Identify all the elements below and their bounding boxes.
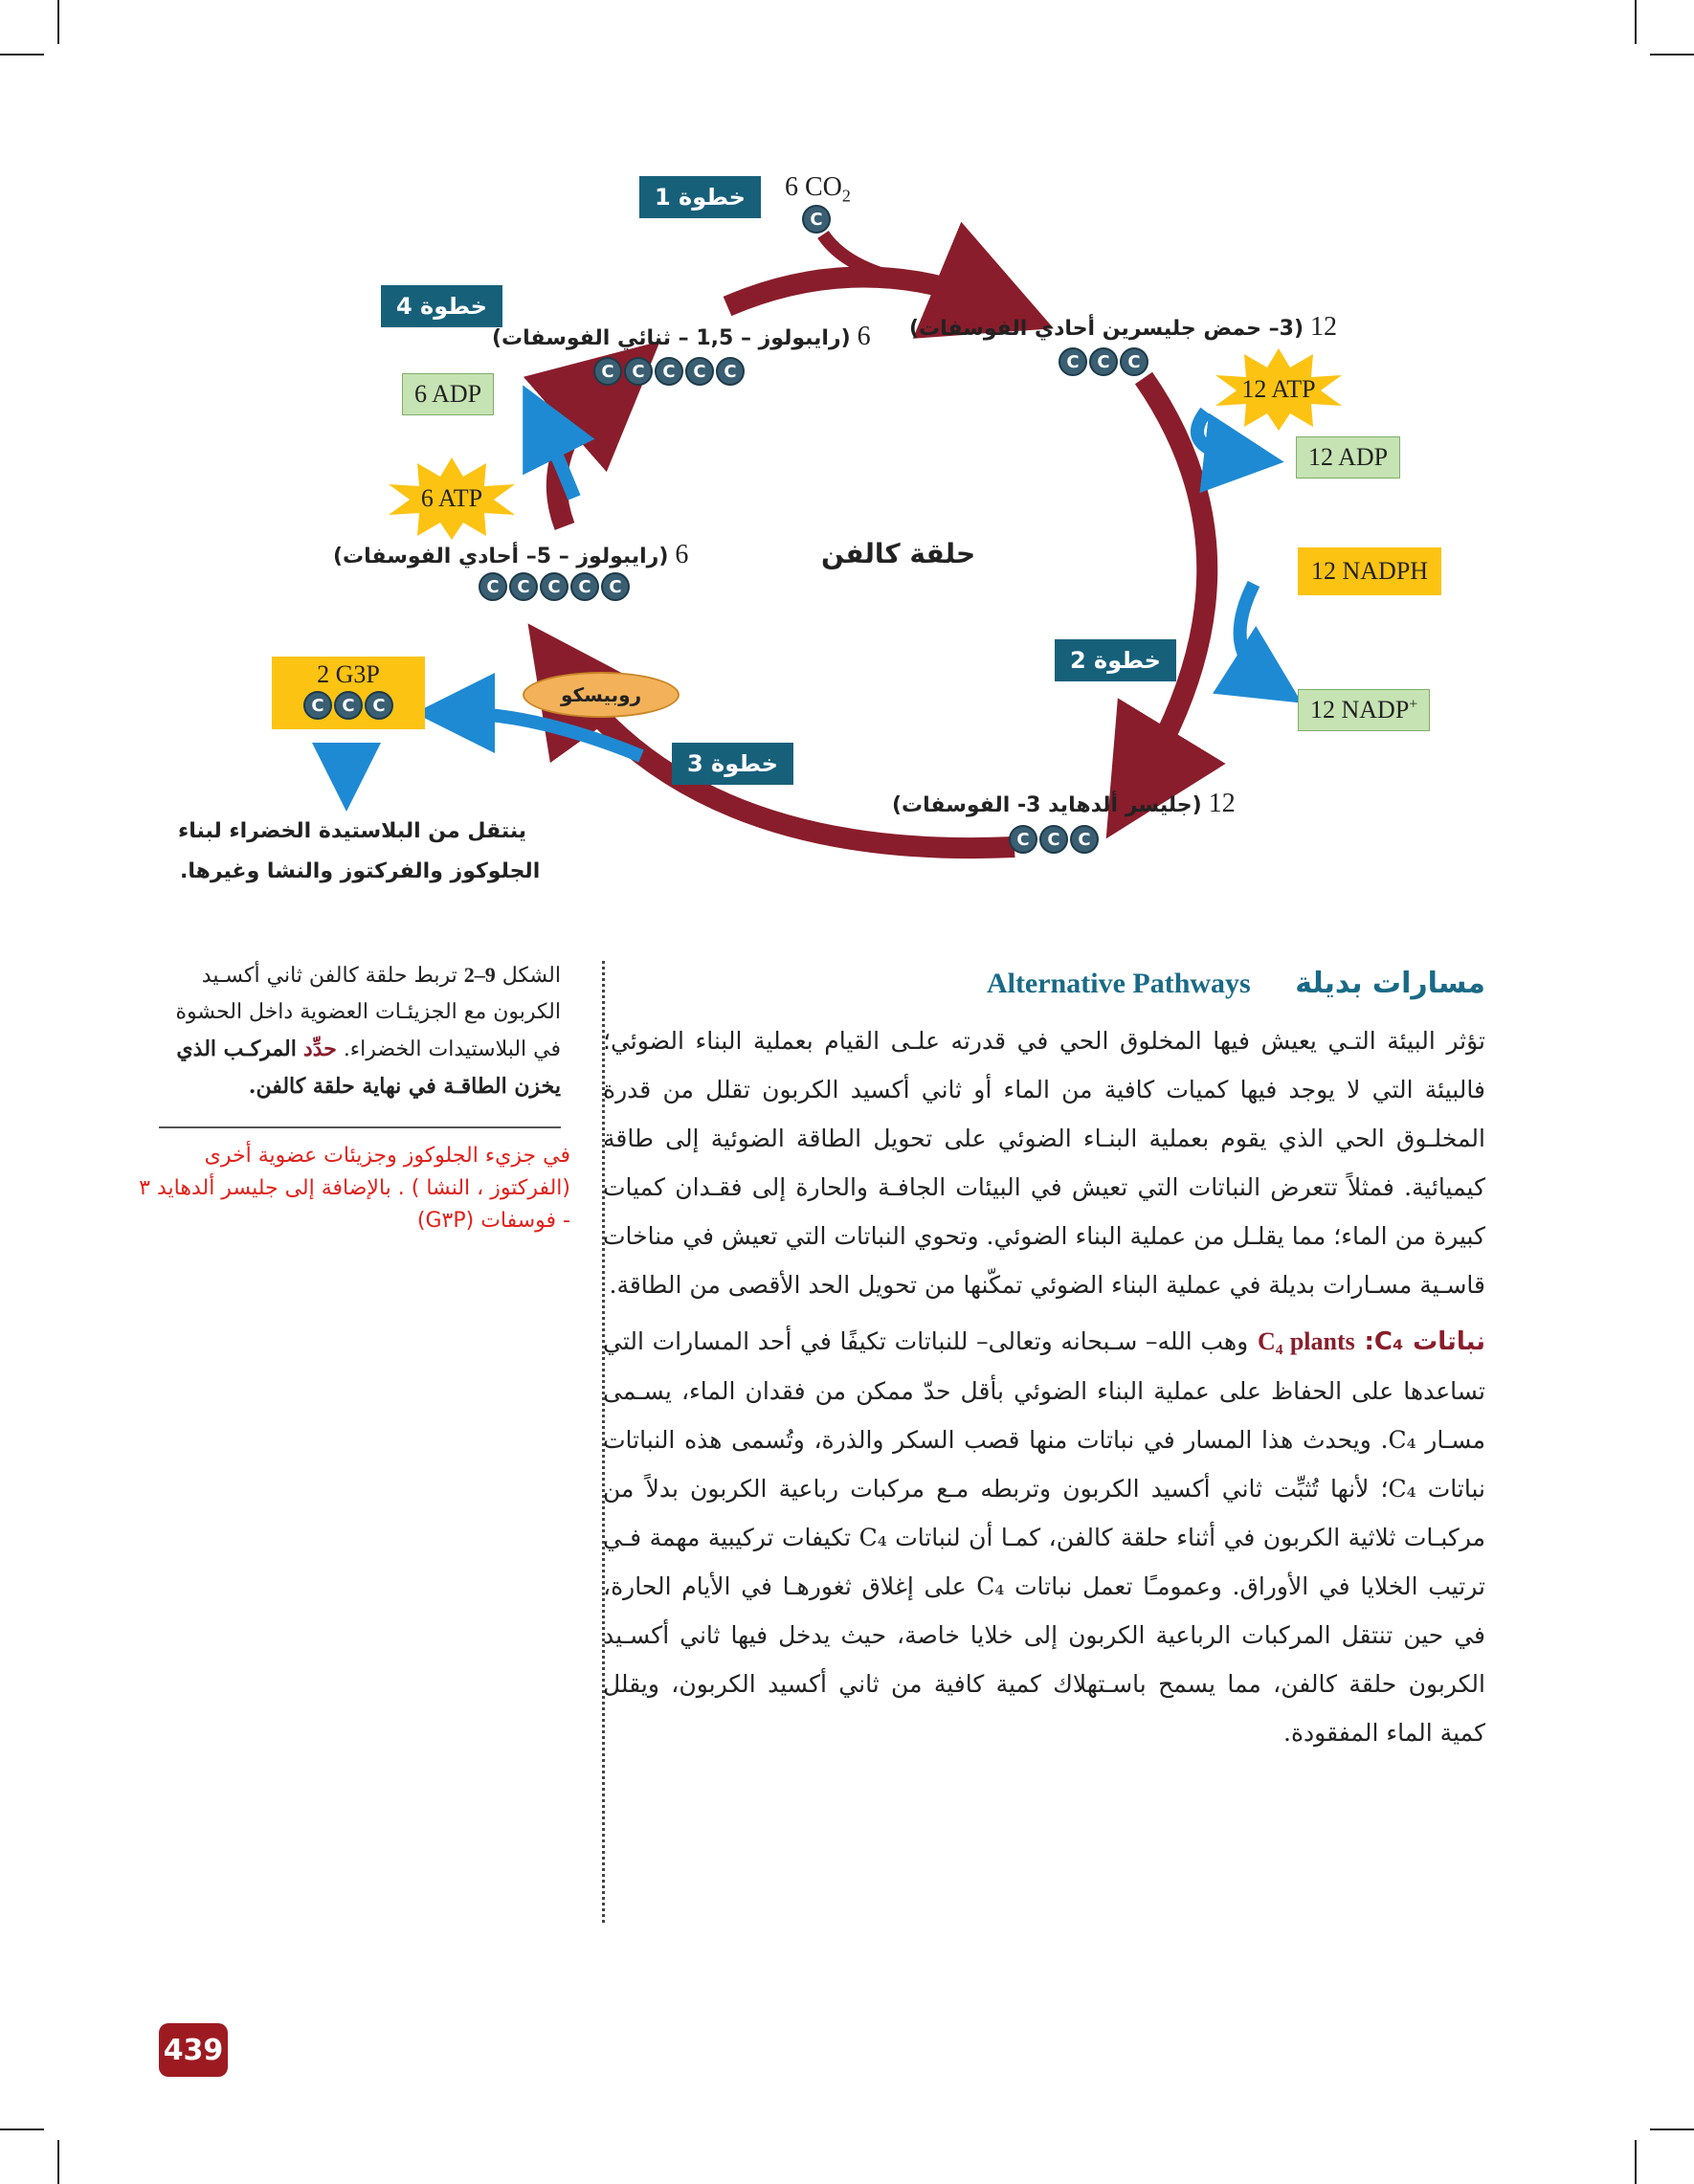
carbon-atom: C	[1089, 347, 1118, 376]
rubp-label: 6 (رايبولوز – 1,5 – ثنائي الفوسفات)	[492, 322, 871, 351]
caption-divider	[159, 1126, 561, 1128]
answer-line-2: (الفركتوز ، النشا ) . بالإضافة إلى جليسر ألدهايد ٣	[139, 1176, 570, 1200]
g3p-output-label: 2 G3P	[317, 660, 380, 688]
carbon-atom: C	[303, 691, 332, 720]
adp-6-box: 6 ADP	[402, 373, 494, 415]
carbon-atom: C	[1120, 347, 1148, 376]
carbon-atom: C	[334, 691, 363, 720]
carbon-atom: C	[1039, 825, 1068, 854]
student-answer	[121, 1140, 570, 1237]
co2-label: 6 $CO_2$	[785, 172, 851, 206]
page-number: 439	[159, 2023, 228, 2077]
carbon-atom: C	[479, 572, 507, 601]
step-3-label: خطوة 3	[672, 743, 793, 785]
atp-12-burst: 12 ATP	[1212, 348, 1346, 431]
carbon-atom: C	[540, 572, 568, 601]
crop-mark	[1650, 2128, 1694, 2130]
pga-label: 12 (3– حمض جليسرين أحادي الفوسفات)	[909, 312, 1338, 342]
crop-mark	[1635, 2140, 1637, 2184]
co2-carbon	[802, 205, 831, 234]
adp-12-box: 12 ADP	[1296, 436, 1400, 479]
g3p-output-chain	[279, 691, 417, 720]
export-note-line1: ينتقل من البلاستيدة الخضراء لبناء	[178, 819, 527, 843]
paragraph-alternative-pathways: تؤثر البيئة التـي يعيش فيها المخلوق الحي في قدرته علـى القيام بعملية البناء الضوئي؛ فالبيئة التي لا يوجد فيها كميات كافية من الماء أو ثاني أكسيد الكربون تقلل من قدرة المخلـوق الحي الذي يقوم بعملية البنـاء الضوئي على تحويل الطاقة الضوئية إلى طاقة كيميائية. فمثلاً تتعرض النباتات التي تعيش في البيئات الجافـة والحارة إلى فقـدان كميات كبيرة من الماء؛ مما يقلـل من عملية البناء الضوئي. وتحوي النباتات التي تعيش في مناخات قاسـية مسـارات بديلة في عملية البناء الضوئي تمكّنها من تحويل الحد الأقصى من الطاقة.	[603, 1027, 1485, 1299]
carbon-atom: C	[685, 357, 714, 386]
calvin-cycle-diagram	[0, 0, 1694, 919]
atp-6-burst: 6 ATP	[385, 457, 519, 540]
carbon-atom: C	[365, 691, 393, 720]
step-2-label: خطوة 2	[1055, 639, 1176, 681]
answer-line-3: - فوسفات (G٣P)	[416, 1209, 570, 1233]
export-note-line2: الجلوكوز والفركتوز والنشا وغيرها.	[180, 859, 541, 883]
carbon-atom: C	[509, 572, 538, 601]
section-heading: مسارات بديلة Alternative Pathways	[986, 967, 1485, 1000]
nadph-arrow	[1240, 584, 1268, 681]
crop-mark	[57, 2140, 59, 2184]
crop-mark	[0, 2128, 44, 2130]
carbon-atom: C	[655, 357, 683, 386]
main-text	[603, 957, 1485, 1757]
carbon-atom: C	[716, 357, 745, 386]
figure-caption-column	[139, 957, 570, 1237]
carbon-atom: C	[601, 572, 630, 601]
cycle-arrows	[0, 0, 1694, 919]
rubisco-enzyme: روبيسكو	[523, 672, 680, 718]
g3p-label: 12 (جليسر ألدهايد 3- الفوسفات)	[892, 789, 1236, 818]
carbon-atom: C	[624, 357, 653, 386]
carbon-atom: C	[1059, 347, 1087, 376]
pga-carbon-chain	[1059, 347, 1148, 376]
carbon-atom: C	[1009, 825, 1037, 854]
g3p-carbon-chain	[1009, 825, 1099, 854]
figure-caption: الشكل 9–2 تربط حلقة كالفن ثاني أكسـيد الكربون مع الجزيئـات العضوية داخل الحشوة في البلاستيدات الخضراء. حدِّد المركـب الذي يخزن الطاقـة في نهاية حلقة كالفن.	[175, 963, 561, 1099]
c4-subheading: نباتات C₄: C₄ plants	[1258, 1327, 1485, 1356]
g3p-output-box	[272, 657, 425, 729]
carbon-atom: C	[802, 205, 831, 234]
cycle-arrow-left	[557, 383, 613, 526]
cycle-arrow-top	[727, 277, 995, 306]
ru5p-carbon-chain	[479, 572, 630, 601]
nadph-box: 12 NADPH	[1298, 547, 1441, 595]
nadp-box: 12 NADP+	[1298, 689, 1430, 731]
carbon-atom: C	[570, 572, 599, 601]
step-1-label: خطوة 1	[639, 176, 761, 218]
paragraph-c4-plants: نباتات C₄: C₄ plants وهب الله– سـبحانه وتعالى– للنباتات تكيفًا في أحد المسارات التي تساعدها على الحفاظ على عملية البناء الضوئي بأقل حدّ ممكن من فقدان الماء، يسـمى مسـار C₄. ويحدث هذا المسار في نباتات منها قصب السكر والذرة، وتُسمى هذه النباتات نباتات C₄؛ لأنها تُثبِّت ثاني أكسيد الكربون وتربطه مـع مركبات رباعية الكربون بدلاً من مركبـات ثلاثية الكربون في أثناء حلقة كالفن، كمـا أن لنباتات C₄ تكيفات تركيبية مهمة فـي ترتيب الخلايا في الأوراق. وعمومـًا تعمل نباتات C₄ على إغلاق ثغورهـا في الأيام الحارة، في حين تنتقل المركبات الرباعية الكربون إلى خلايا خاصة، حيث يدخل فيها ثاني أكسـيد الكربون حلقة كالفن، مما يسمح باسـتهلاك كمية كافية من ثاني أكسيد الكربون، ويقلل كمية الماء المفقودة.	[603, 1327, 1486, 1747]
answer-line-1: في جزيء الجلوكوز وجزيئات عضوية أخرى	[204, 1144, 570, 1168]
step-4-label: خطوة 4	[381, 285, 502, 327]
rubp-carbon-chain	[593, 357, 745, 386]
ru5p-label: 6 (رايبولوز – 5– أحادي الفوسفات)	[333, 540, 689, 569]
carbon-atom: C	[593, 357, 622, 386]
cycle-title: حلقة كالفن	[821, 538, 976, 569]
carbon-atom: C	[1070, 825, 1099, 854]
